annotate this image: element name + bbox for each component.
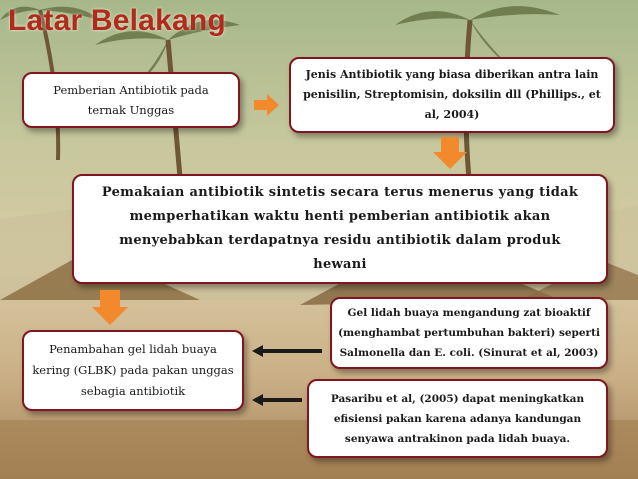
box-gel-lidah-buaya-text: Gel lidah buaya mengandung zat bioaktif (menghambat pertumbuhan bakteri) seperti Salmonella dan E. coli. (Sinurat et al, 2003) (338, 307, 600, 359)
arrow-right-icon (254, 93, 280, 117)
box-jenis-antibiotik-text: Jenis Antibiotik yang biasa diberikan antra lain penisilin, Streptomisin, doksilin dll (Phillips., et al, 2004) (303, 68, 601, 121)
arrow-down-icon (432, 137, 468, 170)
box-pemberian-antibiotik-text: Pemberian Antibiotik pada ternak Unggas (53, 83, 209, 117)
box-gel-lidah-buaya (330, 297, 608, 369)
slide-title: Latar Belakang (8, 4, 226, 37)
box-pemakaian-antibiotik (72, 174, 608, 284)
arrow-left-icon (252, 345, 322, 357)
box-pasaribu-text: Pasaribu et al, (2005) dapat meningkatkan efisiensi pakan karena adanya kandungan senyawa antrakinon pada lidah buaya. (330, 392, 585, 445)
box-pemakaian-antibiotik-text: Pemakaian antibiotik sintetis secara terus menerus yang tidak memperhatikan waktu henti pemberian antibiotik akan menyebabkan terdapatnya residu antibiotik dalam produk hewani (101, 185, 579, 272)
box-jenis-antibiotik (289, 57, 615, 133)
box-pemberian-antibiotik (22, 72, 240, 128)
box-pasaribu (307, 379, 608, 458)
arrow-down-icon (91, 290, 129, 326)
box-penambahan-gel-text: Penambahan gel lidah buaya kering (GLBK) pada pakan unggas sebagia antibiotik (32, 342, 234, 398)
box-penambahan-gel (22, 330, 244, 411)
arrow-left-icon (252, 394, 302, 406)
